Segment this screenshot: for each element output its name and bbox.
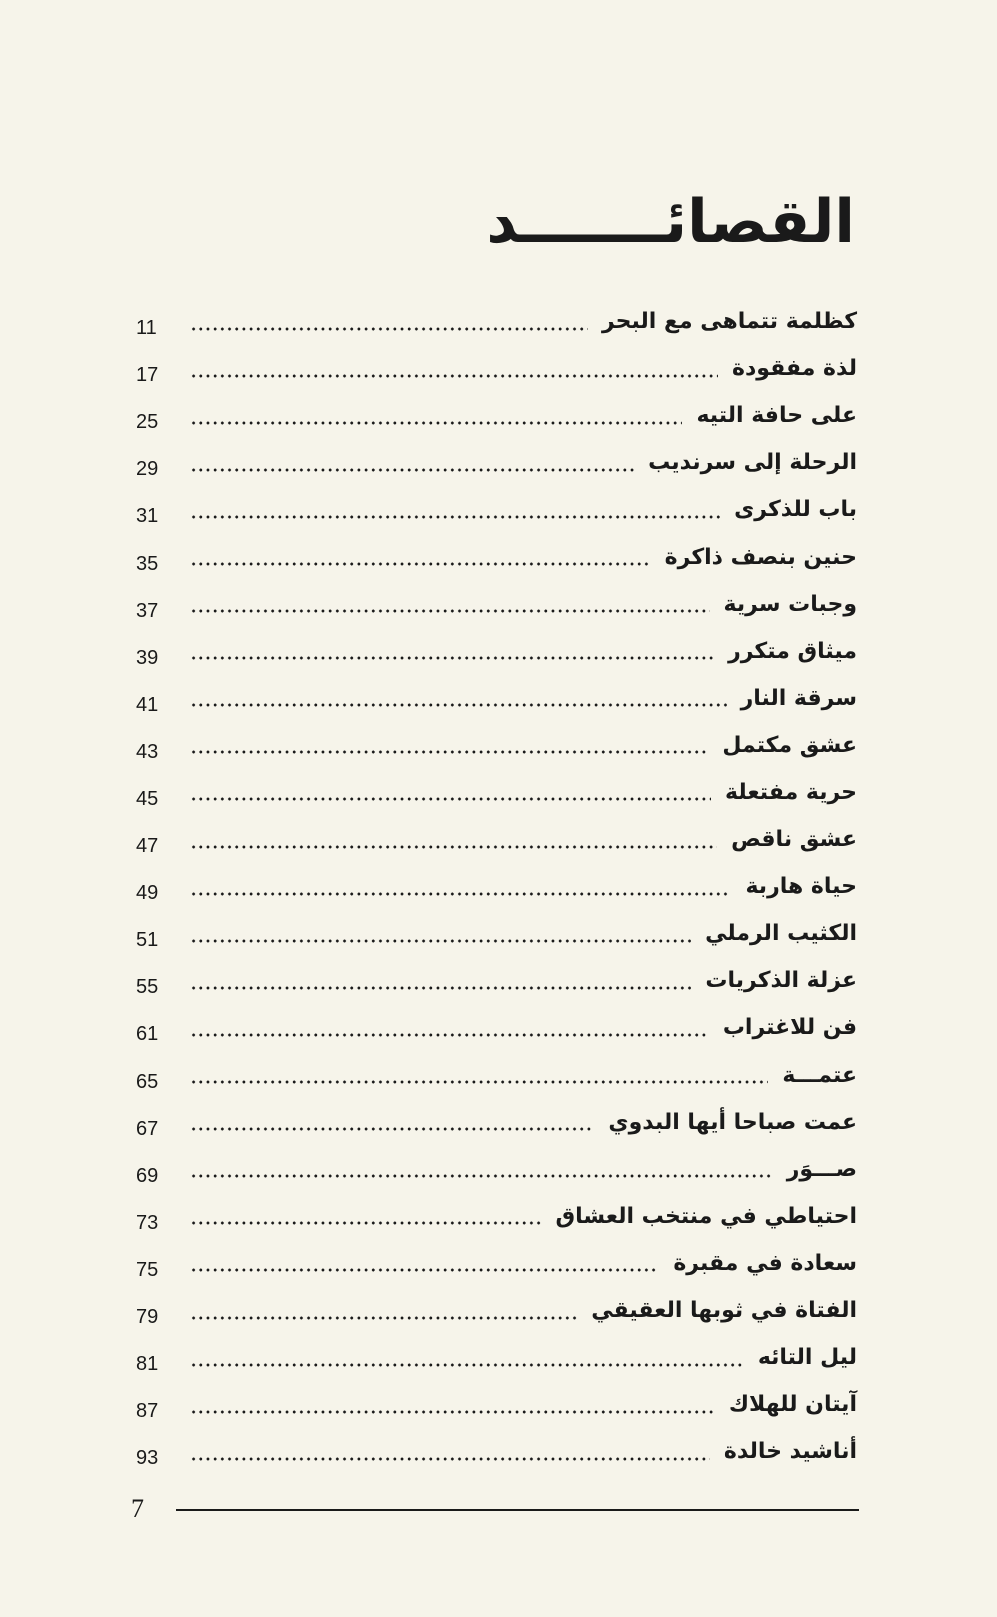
toc-entry <box>136 1004 857 1051</box>
dot-leader <box>190 1033 709 1037</box>
toc-page-number: 41 <box>136 693 159 716</box>
toc-title: فن للاغتراب <box>722 1015 857 1041</box>
toc-entry <box>136 486 857 533</box>
toc-entry <box>136 1099 857 1146</box>
page-number: 7 <box>131 1494 144 1523</box>
toc-title: ميثاق متكرر <box>728 638 857 664</box>
toc-title: عشق ناقص <box>731 827 857 853</box>
toc-title: الرحلة إلى سرنديب <box>648 450 857 476</box>
toc-page-number: 31 <box>136 505 159 528</box>
toc-page-number: 61 <box>136 1023 159 1046</box>
dot-leader <box>190 845 717 849</box>
toc-title: عشق مكتمل <box>722 732 857 758</box>
toc-entry <box>136 1240 857 1287</box>
toc-entry <box>136 1334 857 1381</box>
toc-entry <box>136 769 857 816</box>
toc-entry <box>136 957 857 1004</box>
toc-entry <box>136 722 857 769</box>
toc-page-number: 47 <box>136 835 159 858</box>
toc-page-number: 25 <box>136 411 159 434</box>
toc-entry <box>136 533 857 580</box>
toc-title: عزلة الذكريات <box>705 968 857 994</box>
toc-title: آيتان للهلاك <box>728 1392 857 1418</box>
toc-entry <box>136 1428 857 1475</box>
dot-leader <box>190 1363 744 1367</box>
dot-leader <box>190 892 731 896</box>
dot-leader <box>190 515 720 519</box>
toc-entry <box>136 1052 857 1099</box>
toc-page-number: 17 <box>136 364 159 387</box>
toc-title: باب للذكرى <box>734 497 857 523</box>
toc-entry <box>136 816 857 863</box>
dot-leader <box>190 327 588 331</box>
toc-entry <box>136 628 857 675</box>
toc-entry <box>136 439 857 486</box>
toc-title: سعادة في مقبرة <box>673 1250 857 1276</box>
dot-leader <box>190 1410 715 1414</box>
dot-leader <box>190 986 691 990</box>
page-title: القصائـــــــد <box>486 187 855 257</box>
toc-page-number: 69 <box>136 1164 159 1187</box>
dot-leader <box>190 421 682 425</box>
toc-title: حرية مفتعلة <box>725 779 857 805</box>
toc-page-number: 29 <box>136 458 159 481</box>
toc-title: وجبات سرية <box>723 591 857 617</box>
dot-leader <box>190 939 691 943</box>
toc-page-number: 65 <box>136 1070 159 1093</box>
toc-entry <box>136 392 857 439</box>
dot-leader <box>190 703 727 707</box>
toc-title: الكثيب الرملي <box>705 921 857 947</box>
toc-page-number: 81 <box>136 1353 159 1376</box>
dot-leader <box>190 1127 594 1131</box>
dot-leader <box>190 1268 659 1272</box>
toc-title: ليل التائه <box>757 1345 857 1371</box>
toc-page-number: 93 <box>136 1447 159 1470</box>
toc-title: كظلمة تتماهى مع البحر <box>601 309 857 335</box>
toc-entry <box>136 1287 857 1334</box>
toc-title: عتمـــة <box>782 1062 857 1088</box>
toc-entry <box>136 863 857 910</box>
toc-page-number: 37 <box>136 599 159 622</box>
toc-entry <box>136 1146 857 1193</box>
dot-leader <box>190 468 634 472</box>
toc-title: الفتاة في ثوبها العقيقي <box>591 1298 857 1324</box>
toc-entry <box>136 345 857 392</box>
toc-page-number: 87 <box>136 1400 159 1423</box>
dot-leader <box>190 750 708 754</box>
dot-leader <box>190 1221 541 1225</box>
toc-title: سرقة النار <box>740 685 857 711</box>
dot-leader <box>190 609 710 613</box>
dot-leader <box>190 797 711 801</box>
dot-leader <box>190 1457 710 1461</box>
toc-entry <box>136 910 857 957</box>
toc-entry <box>136 298 857 345</box>
footer-rule <box>176 1509 859 1511</box>
toc-page-number: 75 <box>136 1258 159 1281</box>
toc-page-number: 11 <box>136 317 157 340</box>
toc-title: على حافة التيه <box>696 403 857 429</box>
toc-title: أناشيد خالدة <box>723 1439 857 1465</box>
toc-page-number: 51 <box>136 929 159 952</box>
toc-page-number: 45 <box>136 787 159 810</box>
dot-leader <box>190 1080 768 1084</box>
toc-title: حنين بنصف ذاكرة <box>664 544 857 570</box>
toc-entry <box>136 675 857 722</box>
toc-page-number: 79 <box>136 1306 159 1329</box>
toc-page-number: 43 <box>136 740 159 763</box>
toc-page-number: 55 <box>136 976 159 999</box>
toc-page-number: 73 <box>136 1211 159 1234</box>
dot-leader <box>190 1174 773 1178</box>
dot-leader <box>190 1316 577 1320</box>
toc-title: احتياطي في منتخب العشاق <box>555 1203 857 1229</box>
toc-page-number: 67 <box>136 1117 159 1140</box>
toc-page-number: 49 <box>136 882 159 905</box>
toc-entry <box>136 581 857 628</box>
toc-entry <box>136 1381 857 1428</box>
toc-title: صـــوَر <box>786 1156 857 1182</box>
dot-leader <box>190 562 651 566</box>
toc-title: حياة هاربة <box>745 874 857 900</box>
dot-leader <box>190 656 714 660</box>
toc-title: عمت صباحا أيها البدوي <box>608 1109 857 1135</box>
table-of-contents <box>136 298 857 1475</box>
toc-page-number: 35 <box>136 552 159 575</box>
toc-entry <box>136 1193 857 1240</box>
toc-page-number: 39 <box>136 646 159 669</box>
toc-title: لذة مفقودة <box>732 356 857 382</box>
dot-leader <box>190 374 718 378</box>
